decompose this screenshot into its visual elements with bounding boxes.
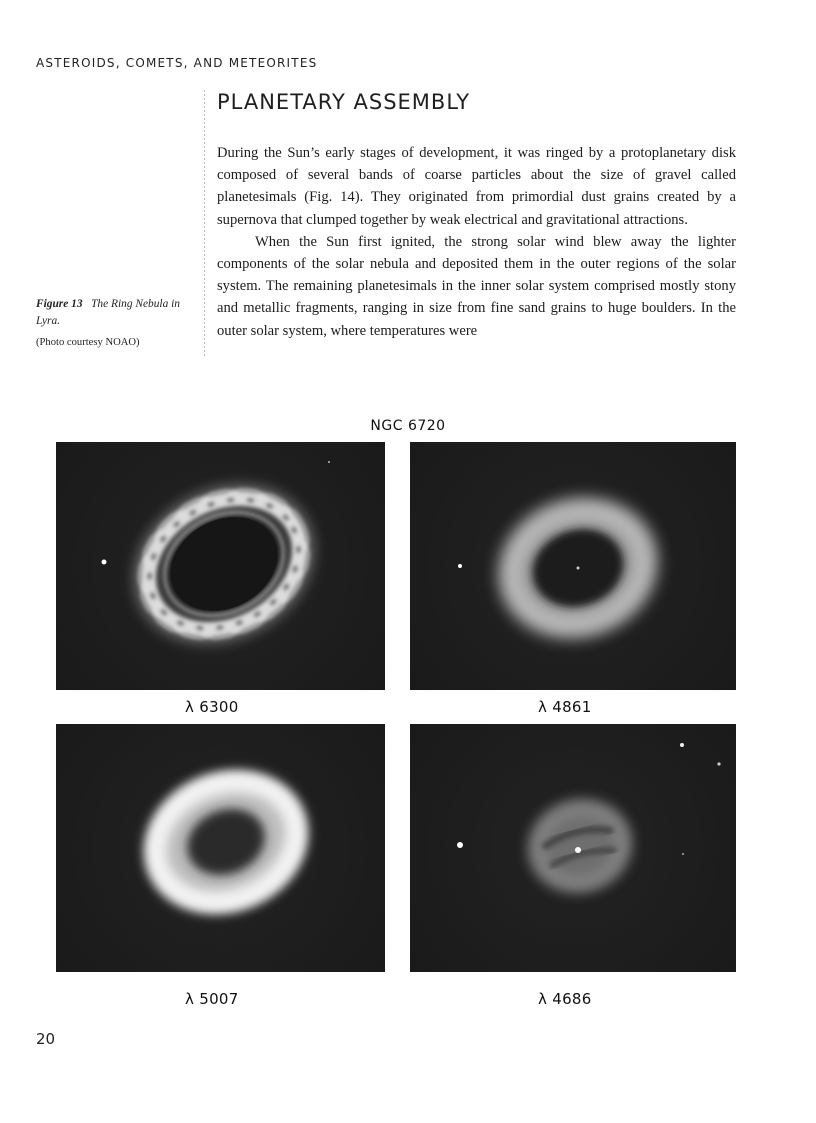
nebula-image-6300 — [56, 442, 385, 690]
section-title: PLANETARY ASSEMBLY — [217, 90, 471, 114]
nebula-image-4686 — [410, 724, 736, 972]
nebula-image-4861 — [410, 442, 736, 690]
figure-title: NGC 6720 — [370, 418, 446, 434]
figure-caption-text: The Ring Nebula in Lyra. — [36, 298, 180, 327]
wavelength-label-5007: λ 5007 — [185, 990, 239, 1008]
paragraph-2: When the Sun first ignited, the strong solar wind blew away the lighter components of the solar nebula and deposited them in the outer regions of the solar system. The remaining planetesimals in the inner solar system comprised mostly stony and metallic fragments, ranging in size from fine sand grains to huge boulders. In the outer solar system, where temperatures were — [217, 233, 736, 339]
photo-credit: (Photo courtesy NOAO) — [36, 337, 140, 348]
nebula-image-5007 — [56, 724, 385, 972]
paragraph-1: During the Sun’s early stages of development, it was ringed by a protoplanetary disk composed of several bands of coarse particles about the size of gravel called planetesimals (Fig. 14). They originated from primordial dust grains created by a supernova that clumped together by weak electrical and gravitational attractions. — [217, 145, 736, 228]
running-head: ASTEROIDS, COMETS, AND METEORITES — [36, 56, 318, 70]
page-number: 20 — [36, 1030, 56, 1048]
body-text — [217, 142, 736, 342]
figure-caption — [36, 296, 201, 351]
wavelength-label-6300: λ 6300 — [185, 698, 239, 716]
wavelength-label-4861: λ 4861 — [538, 698, 592, 716]
figure-label: Figure 13 — [36, 298, 83, 310]
wavelength-label-4686: λ 4686 — [538, 990, 592, 1008]
column-divider — [204, 90, 205, 358]
